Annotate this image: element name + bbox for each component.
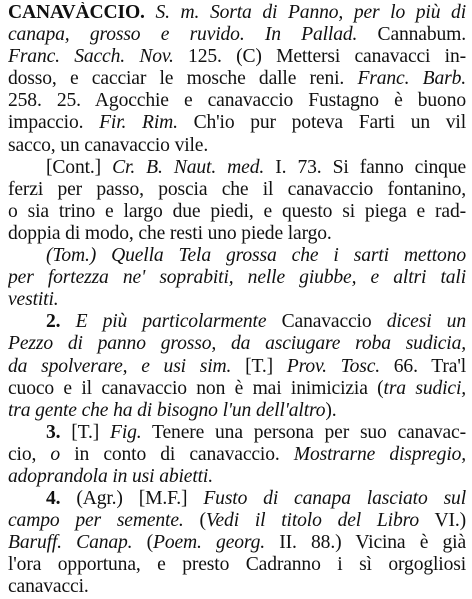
italic-text: Pezzo di panno grosso, da asciugare roba sudicia,	[8, 333, 466, 355]
dictionary-entry-canavaccio	[8, 2, 466, 599]
text-run: in conto di canavaccio.	[60, 443, 294, 465]
entry-line	[8, 378, 466, 400]
italic-text: adoprandola in usi abietti.	[8, 465, 213, 487]
text-run: [T.]	[71, 421, 111, 443]
italic-text: Poem. georg.	[153, 532, 266, 554]
entry-line	[8, 68, 466, 90]
text-run: cio,	[8, 443, 51, 465]
entry-line	[8, 356, 466, 378]
text-run: II. 88.) Vicina è già	[265, 532, 466, 554]
entry-line	[8, 554, 466, 576]
text-run: 258. 25. Agocchie e canavaccio Fustagno è buono	[8, 90, 466, 112]
italic-text: da spolverare, e usi sim.	[8, 355, 232, 377]
italic-text: Cr. B. Naut. med.	[112, 156, 265, 178]
entry-number: 3.	[46, 421, 72, 443]
italic-text: Fir. Rim.	[99, 112, 178, 134]
entry-line	[8, 46, 466, 68]
entry-line	[8, 201, 466, 223]
italic-text: dicesi un	[386, 311, 466, 333]
entry-line	[8, 333, 466, 355]
italic-text: Franc. Barb.	[357, 68, 466, 90]
italic-text: S. m. Sorta di Panno, per lo più di	[144, 2, 466, 23]
italic-text: Baruff. Canap.	[8, 532, 133, 554]
italic-text: Prov. Tosc.	[286, 355, 380, 377]
entry-line	[8, 311, 466, 333]
entry-line	[8, 488, 466, 510]
entry-line	[8, 112, 466, 134]
entry-number: 2.	[46, 311, 76, 333]
entry-line	[8, 245, 466, 267]
italic-text: Fig.	[110, 421, 142, 443]
text-run: dosso, e cacciar le mosche dalle reni.	[8, 68, 358, 90]
text-run: doppia di modo, che resti uno piede largo.	[8, 222, 332, 244]
text-run: Canavaccio	[266, 311, 387, 333]
entry-number: 4.	[46, 488, 77, 510]
text-run: o sia trino e largo due piedi, e questo si piega e rad-	[8, 200, 466, 222]
italic-text: campo per semente.	[8, 510, 184, 532]
italic-text: Franc. Sacch. Nov.	[8, 46, 174, 68]
italic-text: o	[50, 443, 61, 465]
text-run: l'ora opportuna, e presto Cadranno i sì orgogliosi	[8, 554, 466, 576]
entry-line	[8, 444, 466, 466]
entry-line	[8, 267, 466, 289]
text-run: Cannabum.	[357, 24, 466, 46]
entry-line	[8, 576, 466, 598]
entry-line	[8, 179, 466, 201]
italic-text: E più particolarmente	[75, 311, 267, 333]
entry-line	[8, 532, 466, 554]
text-run: (	[183, 510, 206, 532]
entry-line	[8, 135, 466, 157]
text-run: (	[132, 532, 154, 554]
italic-text: Fusto di canapa lasciato sul	[203, 488, 466, 510]
entry-line	[8, 90, 466, 112]
text-run: (Agr.) [M.F.]	[76, 488, 204, 510]
entry-line	[8, 2, 466, 24]
text-run: sacco, un canavaccio vile.	[8, 134, 209, 156]
text-run: cuoco e il canavaccio non è mai inimicizia (	[8, 377, 384, 399]
text-run: Tenere una persona per suo canavac-	[141, 421, 466, 443]
italic-text: tra sudici,	[383, 377, 466, 399]
entry-line	[8, 400, 466, 422]
entry-line	[8, 157, 466, 179]
entry-line	[8, 24, 466, 46]
italic-text: Quella Tela grossa che i sarti mettono	[96, 245, 466, 267]
text-run: 125. (C) Mettersi canavacci in-	[173, 46, 466, 68]
text-run: VI.)	[418, 510, 466, 532]
entry-line	[8, 223, 466, 245]
text-run: [T.]	[231, 355, 287, 377]
entry-line	[8, 510, 466, 532]
italic-text: canapa, grosso e ruvido. In Pallad.	[8, 24, 358, 46]
italic-text: tra gente che ha di bisogno l'un dell'altro	[8, 399, 326, 421]
text-run: [Cont.]	[46, 156, 113, 178]
italic-text: vestiti.	[8, 289, 59, 311]
italic-text: per fortezza ne' soprabiti, nelle giubbe, e altri tali	[8, 267, 466, 289]
text-run: ferzi per passo, poscia che il canavaccio fontanino,	[8, 178, 466, 200]
text-run: 66. Tra'l	[379, 355, 466, 377]
entry-line	[8, 466, 466, 488]
italic-text: (Tom.)	[46, 245, 97, 267]
text-run: Ch'io pur poteva Farti un vil	[177, 112, 466, 134]
text-run: impaccio.	[8, 112, 100, 134]
italic-text: Mostrarne dispregio,	[293, 443, 466, 465]
entry-line	[8, 422, 466, 444]
text-run: ).	[325, 399, 337, 421]
text-run: I. 73. Si fanno cinque	[264, 156, 466, 178]
entry-line	[8, 289, 466, 311]
italic-text: Vedi il titolo del Libro	[205, 510, 419, 532]
text-run: canavacci.	[8, 576, 89, 598]
headword: CANAVÀCCIO.	[8, 2, 145, 23]
